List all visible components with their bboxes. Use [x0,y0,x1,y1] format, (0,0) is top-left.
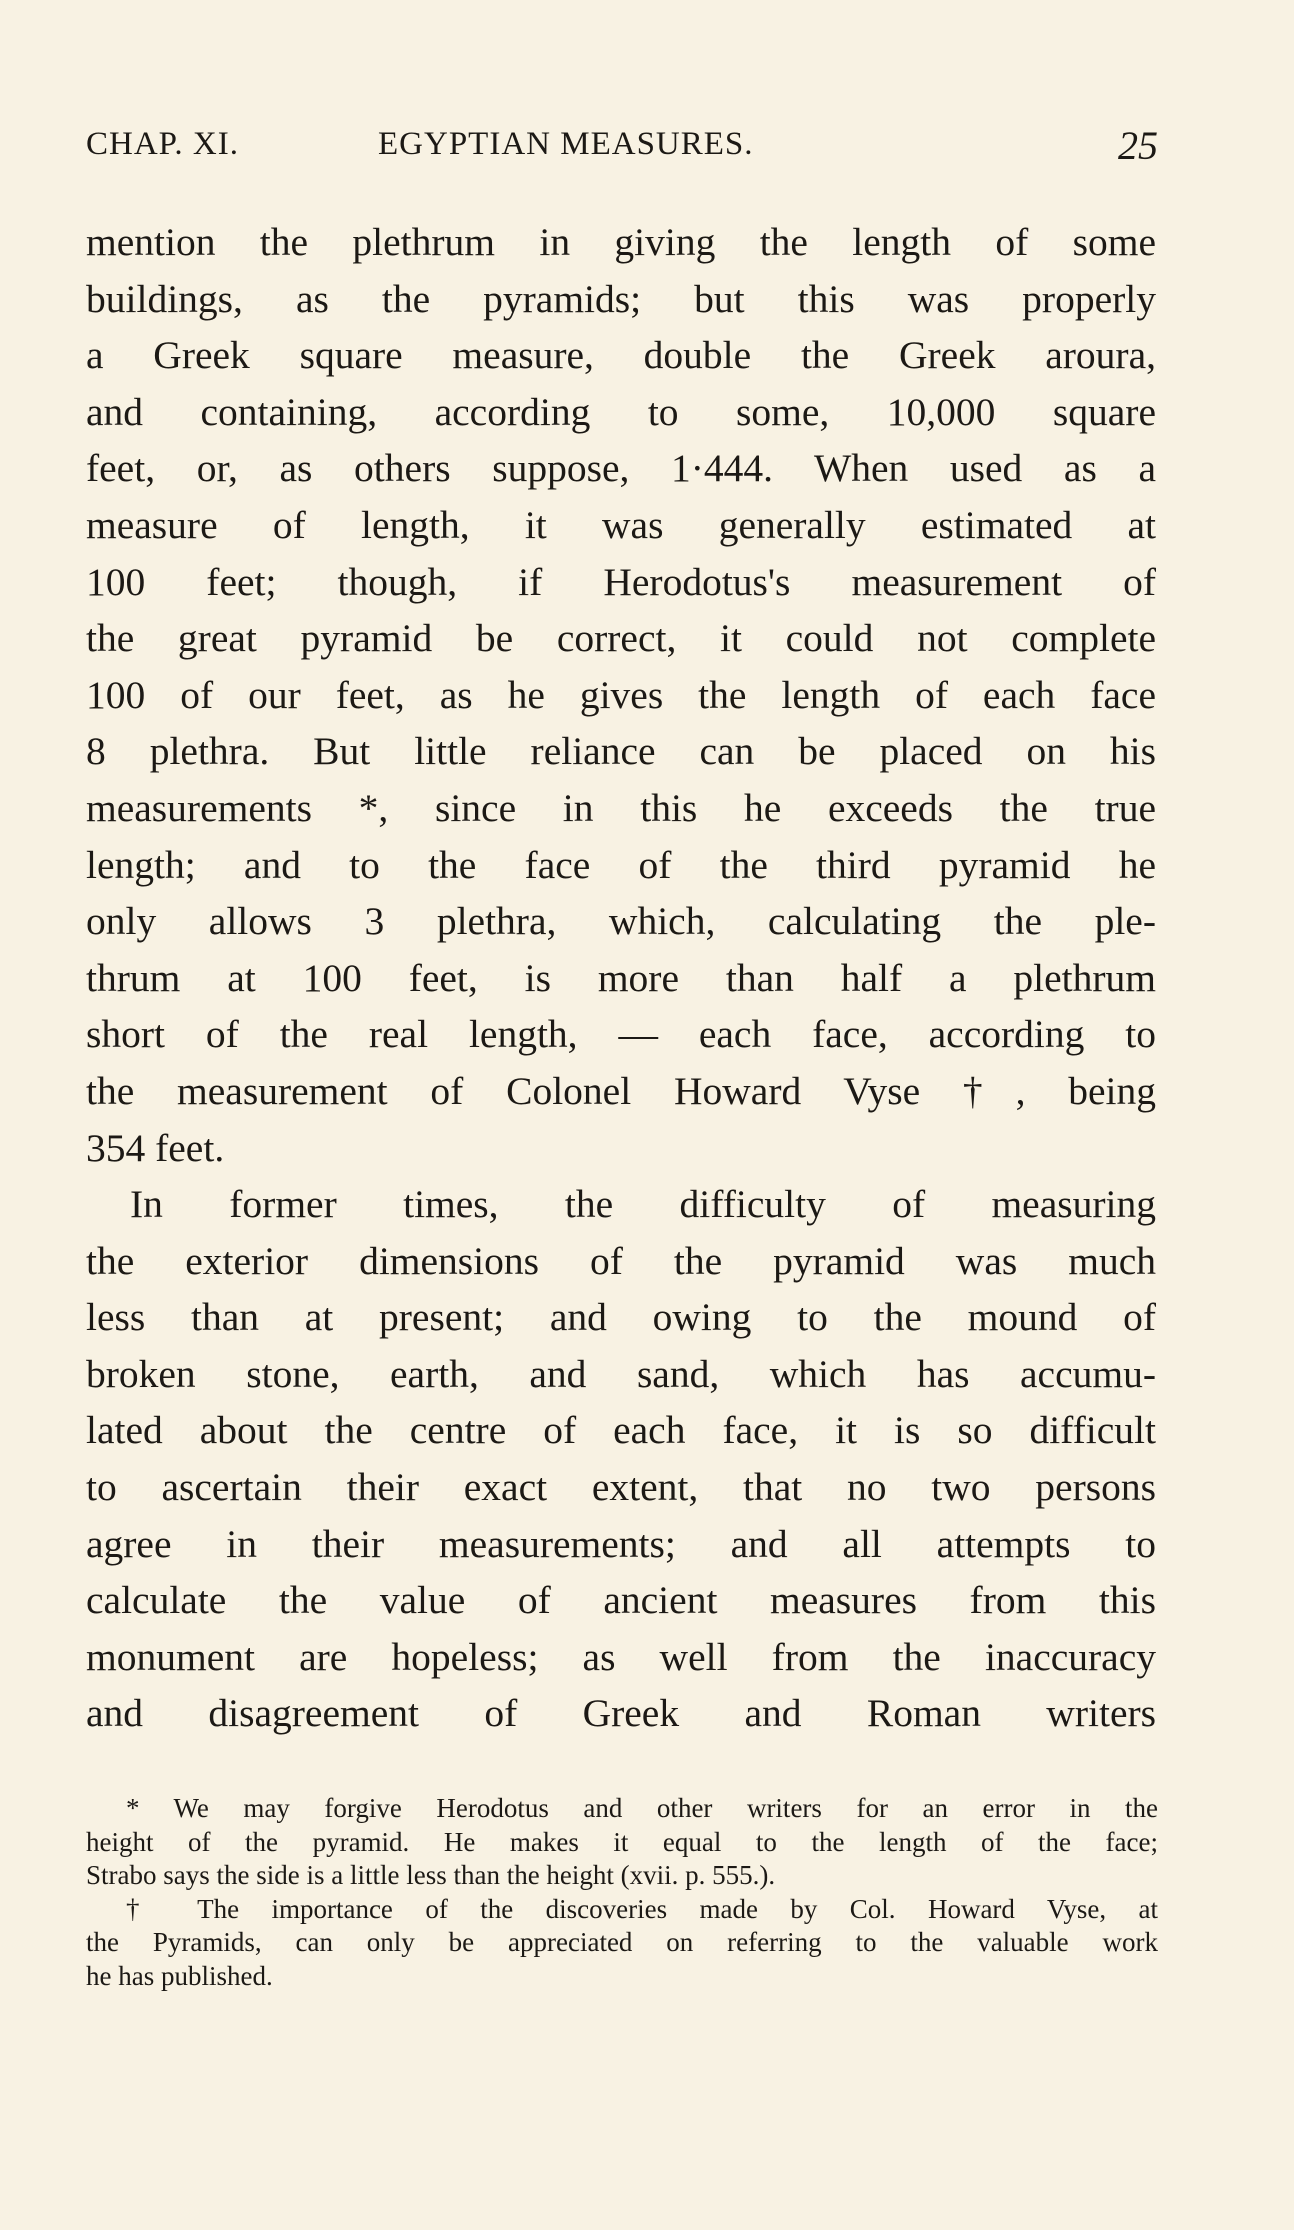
text-line: feet, or, as others suppose, 1·444. When used as a [86,446,1156,491]
text-line: calculate the value of ancient measures from this [86,1578,1156,1623]
page-number: 25 [1118,123,1158,168]
text-line: a Greek square measure, double the Greek aroura, [86,333,1156,378]
text-line: lated about the centre of each face, it is so difficult [86,1408,1156,1453]
text-line: 100 of our feet, as he gives the length of each face [86,672,1156,717]
text-line: less than at present; and owing to the mound of [86,1295,1156,1340]
text-line: only allows 3 plethra, which, calculating the ple- [86,899,1156,944]
footnote-line: the Pyramids, can only be appreciated on referring to the valuable work [86,1927,1158,1957]
text-line: measurements *, since in this he exceeds the true [86,785,1156,830]
text-line: the measurement of Colonel Howard Vyse †, being [86,1068,1156,1113]
footnote-line: height of the pyramid. He makes it equal to the length of the face; [86,1826,1158,1857]
text-line: 354 feet. [86,1125,225,1170]
footnote-line: Strabo says the side is a little less than the height (xvii. p. 555.). [86,1860,776,1890]
text-line: to ascertain their exact extent, that no two persons [86,1465,1156,1510]
footnote-line: * We may forgive Herodotus and other writers for an error in the [126,1793,1158,1823]
text-line: monument are hopeless; as well from the inaccuracy [86,1634,1156,1679]
text-line: 100 feet; though, if Herodotus's measurement of [86,559,1156,604]
running-title: EGYPTIAN MEASURES. [378,126,754,162]
text-line: length; and to the face of the third pyramid he [86,842,1156,887]
text-line: broken stone, earth, and sand, which has accumu- [86,1351,1156,1396]
paragraph-first-line: In former times, the difficulty of measuring [130,1182,1156,1227]
text-line: agree in their measurements; and all attempts to [86,1521,1156,1566]
text-line: measure of length, it was generally estimated at [86,502,1156,547]
text-line: buildings, as the pyramids; but this was properly [86,276,1156,321]
body-text [86,214,1156,1742]
text-line: mention the plethrum in giving the length of some [86,220,1156,264]
text-line: the exterior dimensions of the pyramid was much [86,1238,1156,1283]
chapter-label: CHAP. XI. [86,126,239,162]
text-line: thrum at 100 feet, is more than half a plethrum [86,955,1156,1000]
footnotes [86,1792,1158,1993]
text-line: and disagreement of Greek and Roman writers [86,1691,1156,1736]
text-line: the great pyramid be correct, it could not complete [86,616,1156,661]
text-line: short of the real length, — each face, according to [86,1012,1156,1057]
text-line: 8 plethra. But little reliance can be placed on his [86,729,1156,774]
footnote-line: † The importance of the discoveries made by Col. Howard Vyse, at [126,1893,1158,1924]
running-header [86,123,1158,176]
text-line: and containing, according to some, 10,000 square [86,389,1156,434]
footnote-line: he has published. [86,1960,273,1991]
